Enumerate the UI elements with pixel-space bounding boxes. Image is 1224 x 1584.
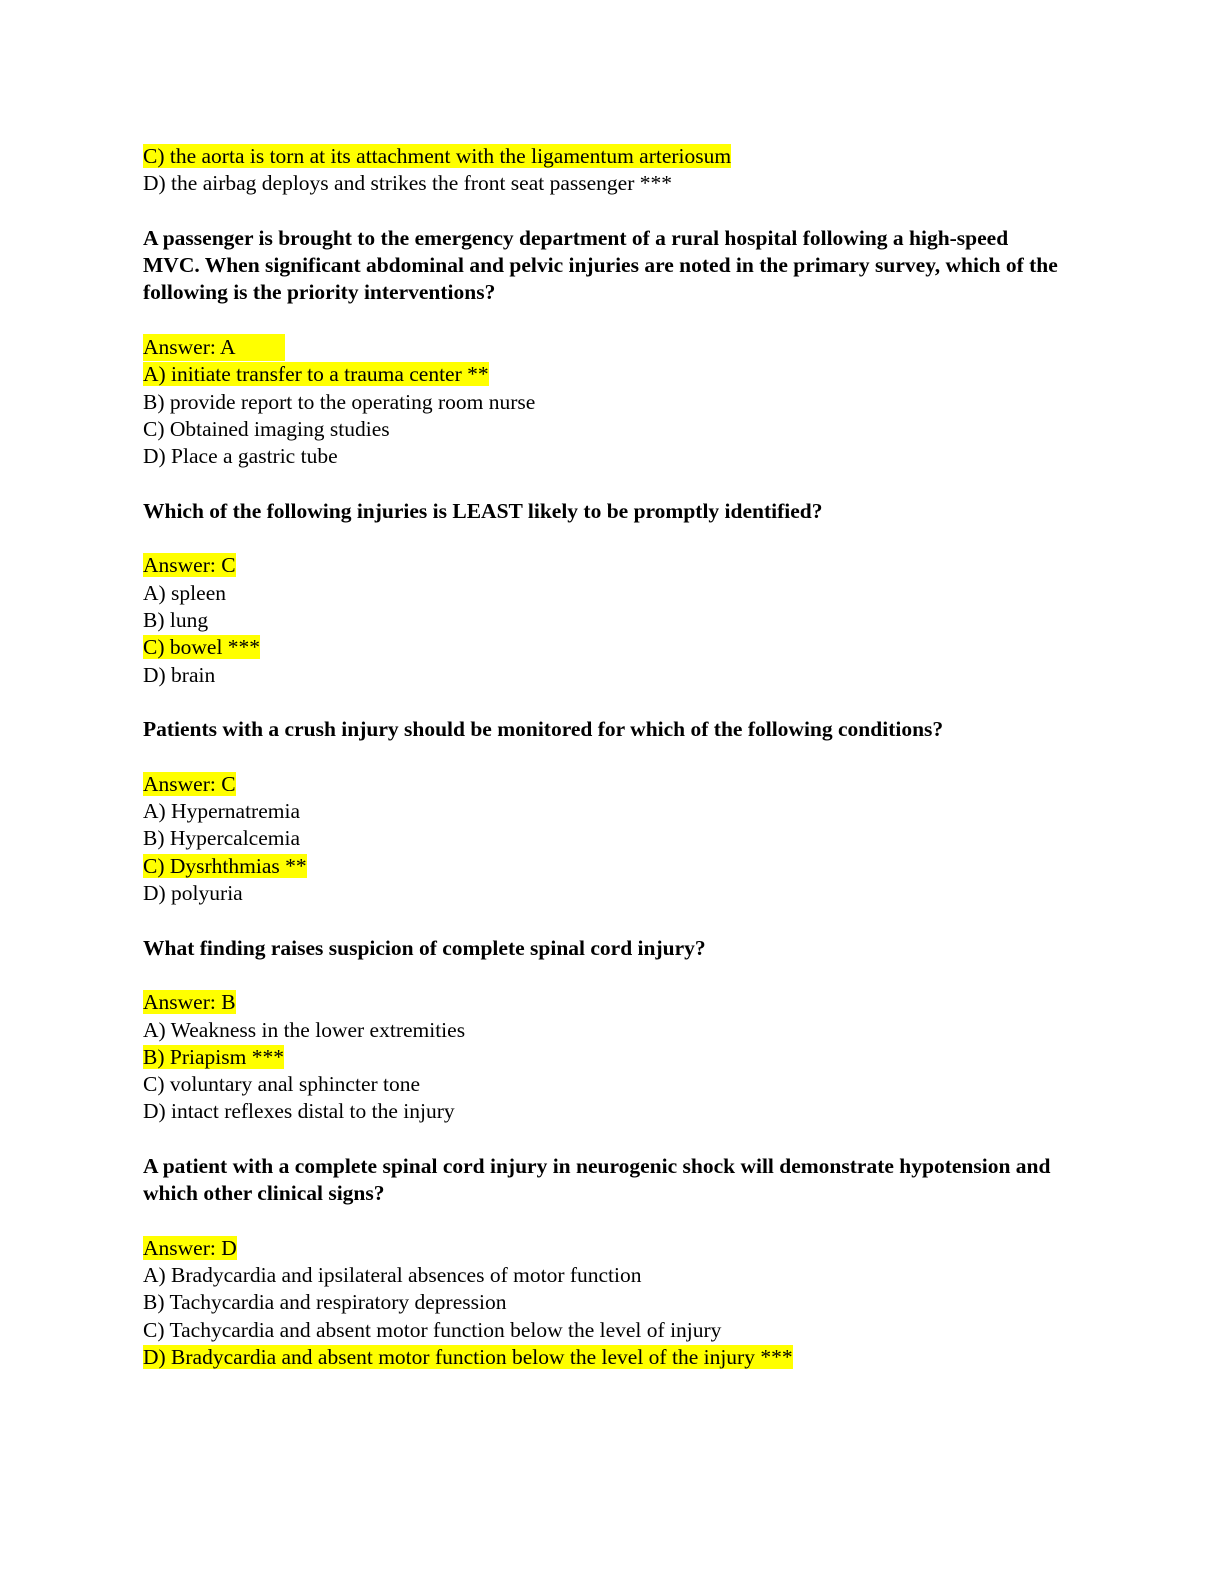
option-d: D) intact reflexes distal to the injury <box>143 1099 455 1124</box>
correct-option: D) Bradycardia and absent motor function below the level of the injury *** <box>143 1345 793 1370</box>
answer-key: Answer: B <box>143 990 236 1015</box>
answer-key: Answer: A <box>143 334 285 361</box>
option-c: C) Tachycardia and absent motor function below the level of injury <box>143 1317 722 1342</box>
spacer <box>143 525 1083 552</box>
option-b: B) lung <box>143 608 209 633</box>
answer-line <box>143 989 1083 1016</box>
highlighted-text: C) the aorta is torn at its attachment with the ligamentum arteriosum <box>143 144 732 168</box>
answer-line <box>143 552 1083 579</box>
question-text: What finding raises suspicion of complete spinal cord injury? <box>143 935 706 960</box>
option-a: A) Hypernatremia <box>143 799 300 824</box>
question-text: A passenger is brought to the emergency department of a rural hospital following a high-speed MVC. When significant abdominal and pelvic injuries are noted in the primary survey, which of the following is the priority interventions? <box>143 225 1058 305</box>
option-c <box>143 853 1083 880</box>
spacer <box>143 198 1083 225</box>
answer-line <box>143 1235 1083 1262</box>
top-line-c <box>143 143 1083 170</box>
option-c: C) voluntary anal sphincter tone <box>143 1072 421 1097</box>
option-a: A) spleen <box>143 580 226 605</box>
option-a <box>143 361 1083 388</box>
option-d: D) brain <box>143 662 216 687</box>
option-b: B) Tachycardia and respiratory depression <box>143 1290 507 1315</box>
spacer <box>143 307 1083 334</box>
document-page <box>143 143 1083 1371</box>
option-b: B) Hypercalcemia <box>143 826 300 851</box>
correct-option: C) bowel *** <box>143 635 261 660</box>
spacer <box>143 744 1083 771</box>
correct-option: C) Dysrhthmias ** <box>143 853 307 878</box>
spacer <box>143 907 1083 934</box>
option-d: D) polyuria <box>143 881 243 906</box>
option-text: D) the airbag deploys and strikes the front seat passenger *** <box>143 171 672 196</box>
option-d <box>143 1344 1083 1371</box>
answer-line <box>143 334 1083 361</box>
spacer <box>143 962 1083 989</box>
spacer <box>143 1208 1083 1235</box>
answer-key: Answer: C <box>143 553 236 578</box>
option-d: D) Place a gastric tube <box>143 444 338 469</box>
option-c <box>143 634 1083 661</box>
correct-option: B) Priapism *** <box>143 1044 284 1069</box>
question-text: A patient with a complete spinal cord injury in neurogenic shock will demonstrate hypotension and which other clinical signs? <box>143 1153 1051 1206</box>
option-a: A) Weakness in the lower extremities <box>143 1017 466 1042</box>
spacer <box>143 471 1083 498</box>
spacer <box>143 1126 1083 1153</box>
question-text: Patients with a crush injury should be monitored for which of the following conditions? <box>143 717 944 742</box>
option-c: C) Obtained imaging studies <box>143 416 390 441</box>
top-line-d <box>143 170 1083 197</box>
answer-key: Answer: D <box>143 1235 237 1260</box>
option-a: A) Bradycardia and ipsilateral absences of motor function <box>143 1263 642 1288</box>
spacer <box>143 689 1083 716</box>
correct-option: A) initiate transfer to a trauma center ** <box>143 362 489 387</box>
answer-line <box>143 771 1083 798</box>
answer-key: Answer: C <box>143 771 236 796</box>
option-b: B) provide report to the operating room nurse <box>143 389 536 414</box>
question-text: Which of the following injuries is LEAST likely to be promptly identified? <box>143 498 823 523</box>
option-b <box>143 1044 1083 1071</box>
